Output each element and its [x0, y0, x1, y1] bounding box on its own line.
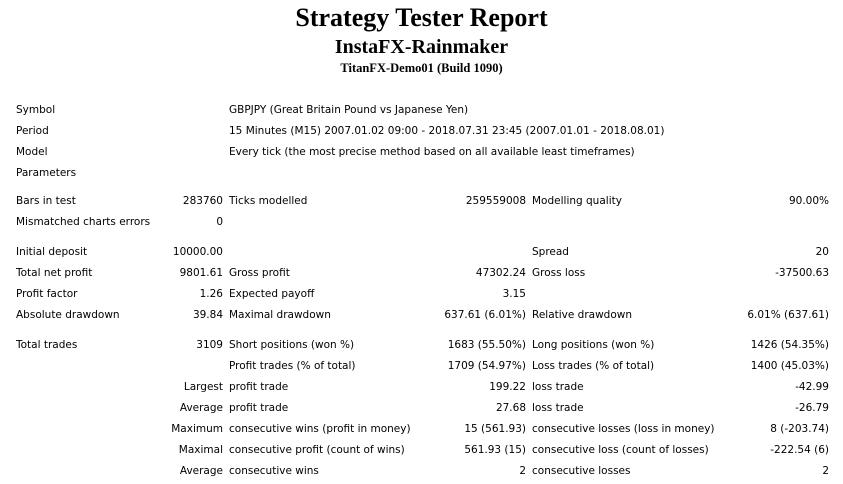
maximal-consecutive-loss-label: consecutive loss (count of losses) — [532, 444, 709, 456]
spread-label: Spread — [532, 246, 569, 258]
loss-trades-value: 1400 (45.03%) — [750, 360, 829, 372]
average-consecutive-losses-value: 2 — [822, 465, 829, 477]
loss-trades-label: Loss trades (% of total) — [532, 360, 655, 372]
maximal-drawdown-label: Maximal drawdown — [229, 309, 331, 321]
max-consecutive-wins-label: consecutive wins (profit in money) — [229, 423, 411, 435]
mismatched-errors-label: Mismatched charts errors — [16, 216, 151, 228]
average-prefix: Average — [179, 402, 223, 414]
period-value: 15 Minutes (M15) 2007.01.02 09:00 - 2018.07.31 23:45 (2007.01.01 - 2018.08.01) — [229, 125, 665, 137]
total-net-profit-value: 9801.61 — [179, 267, 223, 279]
largest-profit-trade-label: profit trade — [229, 381, 289, 393]
maximal-consecutive-profit-label: consecutive profit (count of wins) — [229, 444, 405, 456]
maximal-consecutive-loss-value: -222.54 (6) — [770, 444, 829, 456]
average-consecutive-wins-value: 2 — [519, 465, 526, 477]
ticks-modelled-label: Ticks modelled — [229, 195, 308, 207]
maximum-prefix: Maximum — [171, 423, 223, 435]
bars-in-test-value: 283760 — [182, 195, 223, 207]
symbol-value: GBPJPY (Great Britain Pound vs Japanese Yen) — [229, 104, 469, 116]
account-info: TitanFX-Demo01 (Build 1090) — [340, 61, 503, 75]
largest-loss-trade-label: loss trade — [532, 381, 584, 393]
model-label: Model — [16, 146, 48, 158]
report-title: Strategy Tester Report — [295, 3, 548, 32]
period-label: Period — [16, 125, 49, 137]
largest-loss-trade-value: -42.99 — [795, 381, 829, 393]
gross-loss-label: Gross loss — [532, 267, 586, 279]
initial-deposit-value: 10000.00 — [172, 246, 223, 258]
modelling-quality-value: 90.00% — [788, 195, 829, 207]
mismatched-errors-value: 0 — [216, 216, 223, 228]
maximal-consecutive-profit-value: 561.93 (15) — [464, 444, 526, 456]
total-net-profit-label: Total net profit — [16, 267, 93, 279]
expected-payoff-label: Expected payoff — [229, 288, 315, 300]
profit-trades-value: 1709 (54.97%) — [447, 360, 526, 372]
gross-profit-value: 47302.24 — [475, 267, 526, 279]
average-consecutive-prefix: Average — [179, 465, 223, 477]
expert-name: InstaFX-Rainmaker — [334, 36, 509, 58]
profit-trades-label: Profit trades (% of total) — [229, 360, 356, 372]
max-consecutive-wins-value: 15 (561.93) — [464, 423, 526, 435]
expected-payoff-value: 3.15 — [502, 288, 526, 300]
average-consecutive-wins-label: consecutive wins — [229, 465, 319, 477]
bars-in-test-label: Bars in test — [16, 195, 76, 207]
average-profit-trade-value: 27.68 — [495, 402, 526, 414]
spread-value: 20 — [815, 246, 829, 258]
maximal-drawdown-value: 637.61 (6.01%) — [444, 309, 526, 321]
average-loss-trade-label: loss trade — [532, 402, 584, 414]
initial-deposit-label: Initial deposit — [16, 246, 88, 258]
short-positions-label: Short positions (won %) — [229, 339, 355, 351]
absolute-drawdown-value: 39.84 — [192, 309, 223, 321]
gross-loss-value: -37500.63 — [775, 267, 829, 279]
short-positions-value: 1683 (55.50%) — [447, 339, 526, 351]
maximal-prefix: Maximal — [178, 444, 223, 456]
relative-drawdown-value: 6.01% (637.61) — [747, 309, 829, 321]
total-trades-label: Total trades — [16, 339, 78, 351]
gross-profit-label: Gross profit — [229, 267, 290, 279]
max-consecutive-losses-label: consecutive losses (loss in money) — [532, 423, 715, 435]
largest-profit-trade-value: 199.22 — [489, 381, 526, 393]
max-consecutive-losses-value: 8 (-203.74) — [770, 423, 829, 435]
total-trades-value: 3109 — [196, 339, 223, 351]
parameters-label: Parameters — [16, 167, 77, 179]
absolute-drawdown-label: Absolute drawdown — [16, 309, 120, 321]
model-value: Every tick (the most precise method based on all available least timeframes) — [229, 146, 635, 158]
symbol-label: Symbol — [16, 104, 56, 116]
long-positions-value: 1426 (54.35%) — [750, 339, 829, 351]
modelling-quality-label: Modelling quality — [532, 195, 622, 207]
average-profit-trade-label: profit trade — [229, 402, 289, 414]
ticks-modelled-value: 259559008 — [465, 195, 526, 207]
long-positions-label: Long positions (won %) — [532, 339, 655, 351]
largest-prefix: Largest — [183, 381, 223, 393]
average-loss-trade-value: -26.79 — [795, 402, 829, 414]
average-consecutive-losses-label: consecutive losses — [532, 465, 631, 477]
profit-factor-label: Profit factor — [16, 288, 78, 300]
profit-factor-value: 1.26 — [199, 288, 223, 300]
relative-drawdown-label: Relative drawdown — [532, 309, 633, 321]
